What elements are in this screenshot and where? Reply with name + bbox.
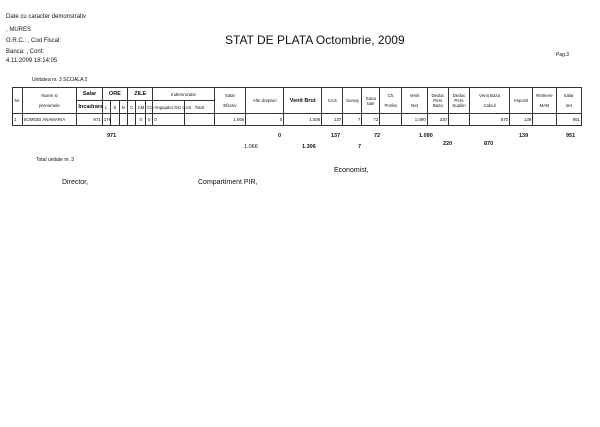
col-l: L xyxy=(102,101,110,114)
row-salar-efectiv: 1.066 xyxy=(214,114,246,126)
company-name: Date cu caracter demonstrativ xyxy=(6,14,87,20)
page-title: STAT DE PLATA Octombrie, 2009 xyxy=(225,33,405,47)
economist-signature: Economist, xyxy=(334,167,369,174)
col-indemnizatie: Indemnizatie xyxy=(153,88,214,101)
col-salar-net-line2: net xyxy=(565,103,572,108)
col-n: N xyxy=(119,101,127,114)
row-name: SOMODI ANAMARIA xyxy=(22,114,77,126)
col-alte-drepturi: Alte drepturi xyxy=(246,88,284,114)
col-venit-baza-line1: Venit Baza xyxy=(479,93,501,98)
total-salar-net: 951 xyxy=(566,133,576,139)
col-deduc-supl-line2: Pers xyxy=(454,98,464,103)
total-venit-brut: 1.306 xyxy=(302,144,316,150)
row-nr: 1 xyxy=(13,114,23,126)
total-sanatate: 72 xyxy=(374,133,381,139)
col-retinere-line1: Retinere xyxy=(536,93,553,98)
col-retinere xyxy=(533,88,556,114)
col-name-line2: prenumele xyxy=(39,103,60,108)
col-venit-net xyxy=(402,88,427,114)
col-deduc-supl-line3: Suplim xyxy=(452,103,466,108)
row-indemnizatie: 0 xyxy=(153,114,185,126)
col-angajator-label: Angajator xyxy=(154,104,174,110)
col-deduc-pers-line1: Deduc xyxy=(431,93,445,98)
unit-label: Unitatea nr. 3 SCOALA 2 xyxy=(32,77,88,83)
total-units-label: Total unitate nr. 3 xyxy=(36,157,75,163)
col-ch-prof xyxy=(380,88,402,114)
total-alte-drepturi: 0 xyxy=(278,133,282,139)
row-salar: 971 xyxy=(77,114,102,126)
col-ch-prof-line2: Profes xyxy=(384,103,398,108)
col-nr: Nr. xyxy=(13,88,23,114)
row-somaj: 7 xyxy=(343,114,362,126)
col-deduc-pers-line2: Pers xyxy=(433,98,443,103)
col-incadrare: Incadrare xyxy=(77,101,102,114)
col-impozit: Impozit xyxy=(510,88,533,114)
col-name xyxy=(22,88,77,114)
director-signature: Director, xyxy=(62,179,89,186)
row-total xyxy=(185,114,215,126)
row-venit-brut: 1.306 xyxy=(284,114,322,126)
col-salar: Salar xyxy=(77,88,102,101)
col-total: Total xyxy=(185,101,215,114)
col-s: S xyxy=(111,101,119,114)
row-co: 0 xyxy=(145,114,152,126)
orc-fiscal-code: O.R.C.: , Cod Fiscal: xyxy=(6,38,62,44)
table-header-row-1 xyxy=(13,88,582,101)
col-name-line1: Nume si xyxy=(41,93,58,98)
row-s xyxy=(111,114,119,126)
total-somaj: 7 xyxy=(358,144,362,150)
col-venit-net-line2: Net xyxy=(411,103,419,108)
col-salar-efectiv-line2: Efectiv xyxy=(223,103,237,108)
compartiment-signature: Compartiment PIR, xyxy=(198,179,258,186)
col-sanatate-line2: tate xyxy=(367,100,375,106)
row-l: 176 xyxy=(102,114,110,126)
col-venit-brut: Venit Brut xyxy=(284,88,322,114)
col-salar-efectiv xyxy=(214,88,246,114)
col-c: C xyxy=(128,101,136,114)
row-impozit: 139 xyxy=(510,114,533,126)
col-cas: CAS xyxy=(322,88,343,114)
row-deduc-pers: 220 xyxy=(427,114,448,126)
total-cas: 137 xyxy=(331,133,341,139)
col-salar-net-line1: Salar xyxy=(563,93,574,98)
col-ch-prof-line1: Ch. xyxy=(387,93,395,98)
row-deduc-supl xyxy=(448,114,469,126)
row-venit-baza: 870 xyxy=(469,114,509,126)
total-venit-net: 1.090 xyxy=(419,133,433,139)
col-salar-efectiv-line1: Salar xyxy=(224,93,236,98)
col-deduc-pers xyxy=(427,88,448,114)
row-cas: 137 xyxy=(322,114,343,126)
row-salar-net: 951 xyxy=(556,114,581,126)
row-n xyxy=(119,114,127,126)
col-sanatate xyxy=(362,88,380,114)
row-sanatate: 72 xyxy=(362,114,380,126)
col-deduc-supl xyxy=(448,88,469,114)
total-salar-efectiv: 1.066 xyxy=(244,144,258,150)
row-retinere xyxy=(533,114,556,126)
col-cm: CM xyxy=(136,101,146,114)
col-co: CO xyxy=(145,101,152,114)
print-datetime: 4.11.2009 18:14:05 xyxy=(6,58,58,64)
col-salar-net xyxy=(556,88,581,114)
col-sanatate-line1: Sana xyxy=(365,95,376,101)
total-impozit: 139 xyxy=(519,133,529,139)
col-venit-net-line1: Venit xyxy=(409,93,420,98)
page-number: Pag.3 xyxy=(556,52,570,58)
col-retinere-line2: MAN xyxy=(539,103,550,108)
table-row xyxy=(13,114,582,126)
col-ore: ORE xyxy=(102,88,127,101)
col-deduc-pers-line3: Baza xyxy=(432,103,443,108)
col-zile: ZILE xyxy=(128,88,153,101)
total-deduc-pers: 220 xyxy=(443,141,453,147)
col-angajator xyxy=(153,101,192,114)
bank-account: Banca: , Cont: xyxy=(6,49,45,55)
row-alte-drepturi: 0 xyxy=(246,114,284,126)
total-salar: 971 xyxy=(107,133,117,139)
payroll-table xyxy=(12,87,582,126)
company-city: , MURES xyxy=(6,27,32,33)
row-cm: 0 xyxy=(136,114,146,126)
col-din-cas-label: Din CAS xyxy=(174,104,192,110)
row-venit-net: 1.090 xyxy=(402,114,427,126)
row-ch-prof xyxy=(380,114,402,126)
col-venit-baza xyxy=(469,88,509,114)
col-venit-baza-line2: Calcul xyxy=(483,103,496,108)
col-deduc-supl-line1: Deduc xyxy=(452,93,466,98)
total-venit-baza: 870 xyxy=(484,141,494,147)
col-somaj: Somaj xyxy=(343,88,362,114)
row-c xyxy=(128,114,136,126)
